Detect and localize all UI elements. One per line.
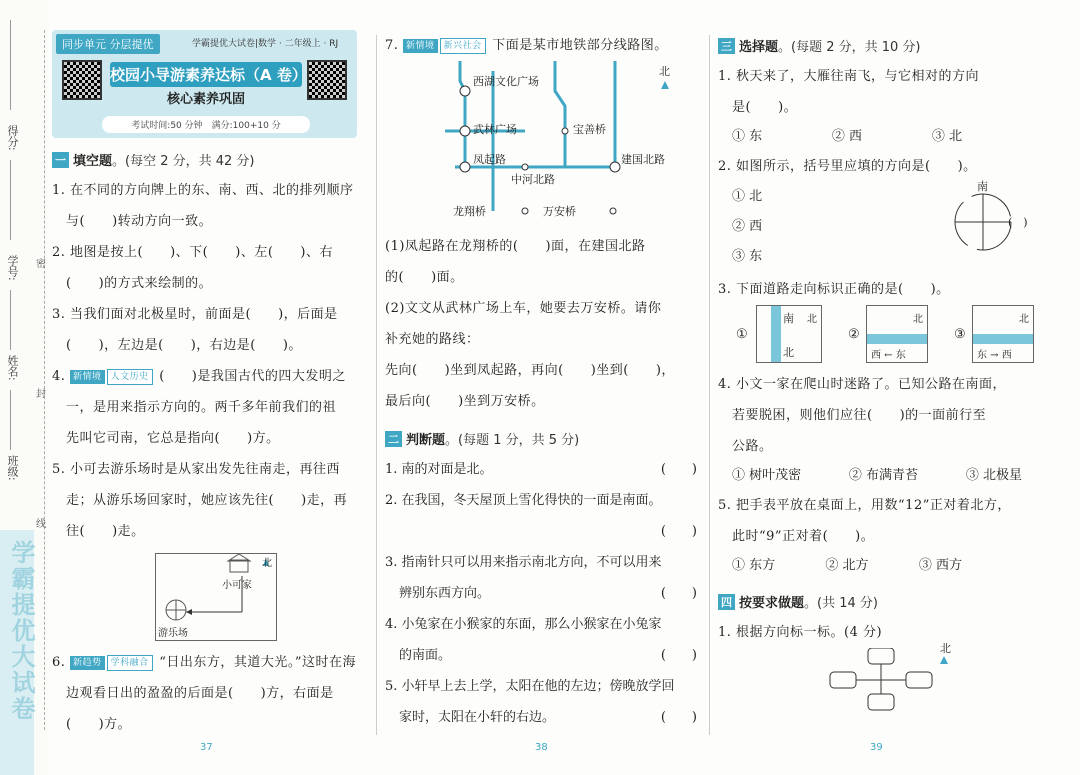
option[interactable]: ① 树叶茂密 — [732, 468, 802, 483]
score-line — [10, 20, 11, 110]
direction-boxes — [828, 648, 958, 712]
question-6 — [52, 647, 370, 740]
north-label: 北 — [940, 642, 951, 655]
station-icon — [460, 86, 470, 96]
question-text: (1)凤起路在龙翔桥的( )面，在建国北路 — [385, 239, 646, 254]
north-label: 北 — [807, 314, 817, 325]
options — [732, 552, 962, 580]
binding-margin — [0, 0, 48, 775]
column-3 — [718, 30, 1038, 712]
question-text: 2. 在我国，冬天屋顶上雪化得快的一面是南面。 — [385, 493, 662, 508]
question-7-part-1 — [385, 231, 703, 293]
question-2 — [52, 237, 370, 299]
option[interactable]: ③ 北 — [931, 129, 962, 144]
section-number: 四 — [718, 594, 735, 610]
section-title: 按要求做题 — [739, 596, 805, 611]
road-sign-2 — [866, 305, 928, 363]
question-text: ( )方。 — [66, 717, 132, 732]
option[interactable]: ③ 北极星 — [965, 468, 1022, 483]
section-1-heading — [52, 150, 370, 169]
question-text: 2. 如图所示，括号里应填的方向是( )。 — [718, 159, 977, 174]
section-title: 选择题 — [739, 40, 779, 55]
number-line — [10, 160, 11, 240]
brand-text: 学霸提优大试卷 — [7, 540, 35, 722]
question-text: 此时“9”正对着( )。 — [732, 529, 875, 544]
question-text: 先叫它司南，它总是指向( )方。 — [66, 431, 280, 446]
question-3 — [52, 299, 370, 361]
tag-badge: 新情境 — [403, 39, 438, 53]
cut-line — [44, 30, 45, 730]
tf-question-2 — [385, 485, 703, 547]
answer-blank[interactable]: ( ) — [660, 648, 697, 663]
tag-badge: 新趋势 — [70, 656, 105, 670]
home-label: 小可家 — [222, 580, 252, 591]
section-note: 。(共 14 分) — [804, 596, 878, 611]
station-icon — [522, 164, 528, 170]
cut-mark-2: 封 — [36, 389, 46, 400]
question-text: 3. 当我们面对北极星时，前面是( )，后面是 — [52, 307, 338, 322]
road-sign-1 — [756, 305, 822, 363]
north-arrow-icon — [940, 656, 948, 664]
page-number: 39 — [870, 742, 883, 753]
question-text: 5. 把手表平放在桌面上，用数“12”正对着北方， — [718, 498, 1011, 513]
answer-blank[interactable]: ( ) — [660, 462, 697, 477]
question-text: 若要脱困，则他们应往( )的一面前行至 — [732, 408, 987, 423]
tag-badge: 人文历史 — [107, 369, 153, 385]
question-text: 1. 南的对面是北。 — [385, 462, 493, 477]
test-title: 校园小导游素养达标（A 卷） — [110, 62, 302, 87]
north-label: 北 — [913, 314, 923, 325]
station-label: 龙翔桥 — [453, 205, 486, 218]
tag-badge: 新情境 — [70, 370, 105, 384]
q3-figures — [718, 305, 1038, 369]
question-text: 往( )走。 — [66, 524, 145, 539]
name-line — [10, 290, 11, 350]
qr-code-icon — [307, 60, 347, 100]
question-1 — [52, 175, 370, 237]
compass-south-label: 南 — [977, 180, 988, 193]
question-text: 辨别东西方向。 — [399, 586, 491, 601]
house-icon — [230, 560, 248, 572]
option[interactable]: ① 北 — [732, 189, 763, 204]
question-text: 公路。 — [732, 439, 773, 454]
question-text: 走；从游乐场回家时，她应该先往( )走，再 — [66, 493, 348, 508]
tag-badge: 新兴社会 — [440, 38, 486, 54]
park-label: 游乐场 — [158, 628, 188, 639]
station-label: 凤起路 — [473, 153, 506, 166]
section-2-heading — [385, 429, 703, 448]
option-label[interactable]: ③ — [954, 327, 966, 342]
station-label: 武林广场 — [473, 123, 517, 136]
question-text: 边观看日出的盈盈的后面是( )方，右面是 — [66, 686, 334, 701]
station-label: 中河北路 — [511, 173, 555, 186]
question-text: 3. 下面道路走向标识正确的是( )。 — [718, 282, 950, 297]
choice-question-2 — [718, 151, 1038, 182]
option[interactable]: ③ 西方 — [918, 558, 962, 573]
section-note: 。(每空 2 分，共 42 分) — [112, 154, 255, 169]
question-text: 补充她的路线： — [385, 332, 480, 347]
page-number: 37 — [200, 742, 213, 753]
column-1 — [52, 30, 370, 740]
station-icon — [610, 208, 616, 214]
north-label: 北 — [262, 558, 272, 569]
options — [732, 462, 1022, 490]
station-label: 宝善桥 — [573, 123, 606, 136]
map-north-label: 北 — [659, 65, 670, 78]
section-title: 判断题 — [406, 433, 446, 448]
question-text: 一，是用来指示方向的。两千多年前我们的祖 — [66, 400, 337, 415]
question-text: (2)文文从武林广场上车，她要去万安桥。请你 — [385, 301, 662, 316]
tag-badge: 学科融合 — [107, 655, 153, 671]
cut-mark-1: 密 — [36, 259, 46, 270]
question-text: 1. 在不同的方向牌上的东、南、西、北的排列顺序 — [52, 183, 354, 198]
station-label: 建国北路 — [621, 153, 665, 166]
question-text: 下面是某市地铁部分线路图。 — [492, 38, 668, 53]
test-meta: 考试时间:50 分钟 满分:100+10 分 — [102, 116, 310, 133]
question-text: 5. 小可去游乐场时是从家出发先往南走，再往西 — [52, 462, 341, 477]
station-label: 西湖文化广场 — [473, 75, 539, 88]
section-4-question-1 — [718, 617, 1038, 648]
answer-blank[interactable]: ( ) — [660, 586, 697, 601]
station-icon — [522, 208, 528, 214]
answer-blank[interactable]: ( ) — [660, 710, 697, 725]
question-number: 4. — [52, 369, 66, 384]
station-icon — [460, 162, 470, 172]
section-number: 二 — [385, 431, 402, 447]
section-3-heading — [718, 36, 1038, 55]
name-label: 姓名: — [6, 355, 19, 381]
question-text: 是( )。 — [732, 100, 798, 115]
option-label[interactable]: ② — [848, 327, 860, 342]
road-label: 南 — [783, 312, 794, 325]
book-info: 学霸提优大试卷|数学 · 二年级上 · RJ — [192, 39, 339, 49]
question-text: 4. 小兔家在小猴家的东面，那么小猴家在小兔家 — [385, 617, 662, 632]
station-icon — [562, 128, 568, 134]
option[interactable]: ① 东方 — [732, 558, 776, 573]
station-label: 万安桥 — [543, 205, 576, 218]
tf-question-1 — [385, 454, 703, 485]
options — [732, 123, 962, 151]
question-text: 3. 指南针只可以用来指示南北方向，不可以用来 — [385, 555, 662, 570]
test-subtitle: 核心素养巩固 — [166, 92, 245, 107]
road-label: 西 ← 东 — [871, 350, 906, 361]
direction-figure — [718, 642, 1038, 712]
option[interactable]: ② 西 — [831, 129, 863, 144]
road-label: 东 → 西 — [977, 350, 1012, 361]
question-text: 与( )转动方向一致。 — [66, 214, 213, 229]
column-2 — [385, 30, 703, 733]
choice-question-3 — [718, 274, 1038, 305]
question-text: 家时，太阳在小轩的右边。 — [399, 710, 556, 725]
sync-tab: 同步单元 分层提优 — [56, 34, 160, 54]
question-text: ( )，左边是( )，右边是( )。 — [66, 338, 302, 353]
choice-question-1 — [718, 61, 1038, 123]
score-label: 得分: — [6, 125, 19, 151]
question-text: 最后向( )坐到万安桥。 — [385, 394, 545, 409]
section-4-heading — [718, 592, 1038, 611]
tf-question-5 — [385, 671, 703, 733]
q2-block — [718, 182, 1038, 274]
question-text: 的南面。 — [399, 648, 452, 663]
section-number: 三 — [718, 38, 735, 54]
question-text: ( )是我国古代的四大发明之 — [159, 369, 346, 384]
road-sign-3 — [972, 305, 1034, 363]
question-text: 的( )面。 — [385, 270, 464, 285]
tf-question-3 — [385, 547, 703, 609]
question-number: 7. — [385, 38, 399, 53]
class-label: 班级: — [6, 455, 19, 481]
tf-question-4 — [385, 609, 703, 671]
road-label: 北 — [783, 346, 794, 359]
header-card — [52, 30, 357, 138]
option[interactable]: ② 北方 — [825, 558, 869, 573]
q5-figure — [155, 553, 277, 641]
option[interactable]: ① 东 — [732, 129, 763, 144]
question-text: “日出东方，其道大光。”这时在海 — [159, 655, 357, 670]
station-icon — [460, 126, 470, 136]
section-number: 一 — [52, 152, 69, 168]
answer-blank[interactable]: ( ) — [660, 524, 697, 539]
question-number: 6. — [52, 655, 66, 670]
option[interactable]: ② 西 — [732, 219, 763, 234]
options — [732, 182, 762, 272]
subway-map — [415, 61, 685, 231]
qr-code-icon — [62, 60, 102, 100]
question-text: 4. 小文一家在爬山时迷路了。已知公路在南面， — [718, 377, 1007, 392]
question-text: 5. 小轩早上去上学，太阳在他的左边；傍晚放学回 — [385, 679, 675, 694]
section-title: 填空题 — [73, 154, 113, 169]
option-label[interactable]: ① — [736, 327, 748, 342]
question-text: ( )的方式来绘制的。 — [66, 276, 213, 291]
choice-question-4 — [718, 369, 1038, 462]
section-note: 。(每题 2 分，共 10 分) — [778, 40, 921, 55]
question-7 — [385, 30, 703, 61]
station-icon — [610, 162, 620, 172]
number-label: 学号: — [6, 255, 19, 281]
question-text: 1. 根据方向标一标。(4 分) — [718, 625, 883, 640]
option[interactable]: ③ 东 — [732, 249, 763, 264]
question-text: 先向( )坐到凤起路，再向( )坐到( )， — [385, 363, 675, 378]
choice-question-5 — [718, 490, 1038, 552]
column-divider-2 — [709, 35, 710, 735]
question-text: 1. 秋天来了，大雁往南飞，与它相对的方向 — [718, 69, 980, 84]
brand-strip — [0, 530, 34, 775]
option[interactable]: ② 布满青苔 — [848, 468, 919, 483]
section-note: 。(每题 1 分，共 5 分) — [445, 433, 580, 448]
north-label: 北 — [1019, 314, 1029, 325]
question-text: 2. 地图是按上( )、下( )、左( )、右 — [52, 245, 333, 260]
class-line — [10, 390, 11, 450]
compass-blank[interactable]: ( ) — [1008, 216, 1028, 229]
page-number: 38 — [535, 742, 548, 753]
question-5 — [52, 454, 370, 547]
north-arrow-icon — [661, 81, 669, 89]
column-divider-1 — [376, 35, 377, 735]
cut-mark-3: 线 — [36, 519, 46, 530]
question-7-part-2 — [385, 293, 703, 417]
question-4 — [52, 361, 370, 454]
